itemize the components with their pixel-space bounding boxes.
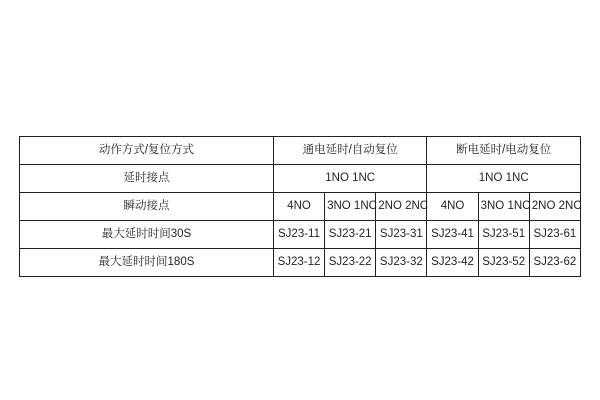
max-delay-30s-row (20, 221, 581, 249)
table-cell: 4NO (427, 193, 478, 221)
table-cell: 1NO 1NC (427, 165, 581, 193)
max-delay-180s-row (20, 249, 581, 277)
table-cell: SJ23-41 (427, 221, 478, 249)
table-cell: 4NO (273, 193, 324, 221)
row-header-cell: 最大延时时间180S (20, 249, 274, 277)
instant-contact-row (20, 193, 581, 221)
table-cell: SJ23-21 (325, 221, 376, 249)
table-cell: SJ23-11 (273, 221, 324, 249)
table-cell: SJ23-52 (478, 249, 529, 277)
spec-table-body (20, 137, 581, 277)
table-cell: SJ23-22 (325, 249, 376, 277)
table-cell: 断电延时/电动复位 (427, 137, 581, 165)
table-cell: SJ23-61 (529, 221, 580, 249)
table-cell: SJ23-32 (376, 249, 427, 277)
row-header-cell: 最大延时时间30S (20, 221, 274, 249)
spec-table-container (19, 136, 581, 277)
table-cell: SJ23-12 (273, 249, 324, 277)
row-header-cell: 延时接点 (20, 165, 274, 193)
delay-contact-row (20, 165, 581, 193)
table-cell: SJ23-42 (427, 249, 478, 277)
table-cell: 通电延时/自动复位 (273, 137, 427, 165)
row-header-cell: 动作方式/复位方式 (20, 137, 274, 165)
relay-spec-table (19, 136, 581, 277)
table-cell: 2NO 2NC (529, 193, 580, 221)
table-cell: 2NO 2NC (376, 193, 427, 221)
table-cell: 1NO 1NC (273, 165, 427, 193)
table-cell: 3NO 1NC (325, 193, 376, 221)
table-cell: SJ23-62 (529, 249, 580, 277)
table-cell: SJ23-31 (376, 221, 427, 249)
table-cell: 3NO 1NC (478, 193, 529, 221)
table-cell: SJ23-51 (478, 221, 529, 249)
row-header-cell: 瞬动接点 (20, 193, 274, 221)
mode-row (20, 137, 581, 165)
